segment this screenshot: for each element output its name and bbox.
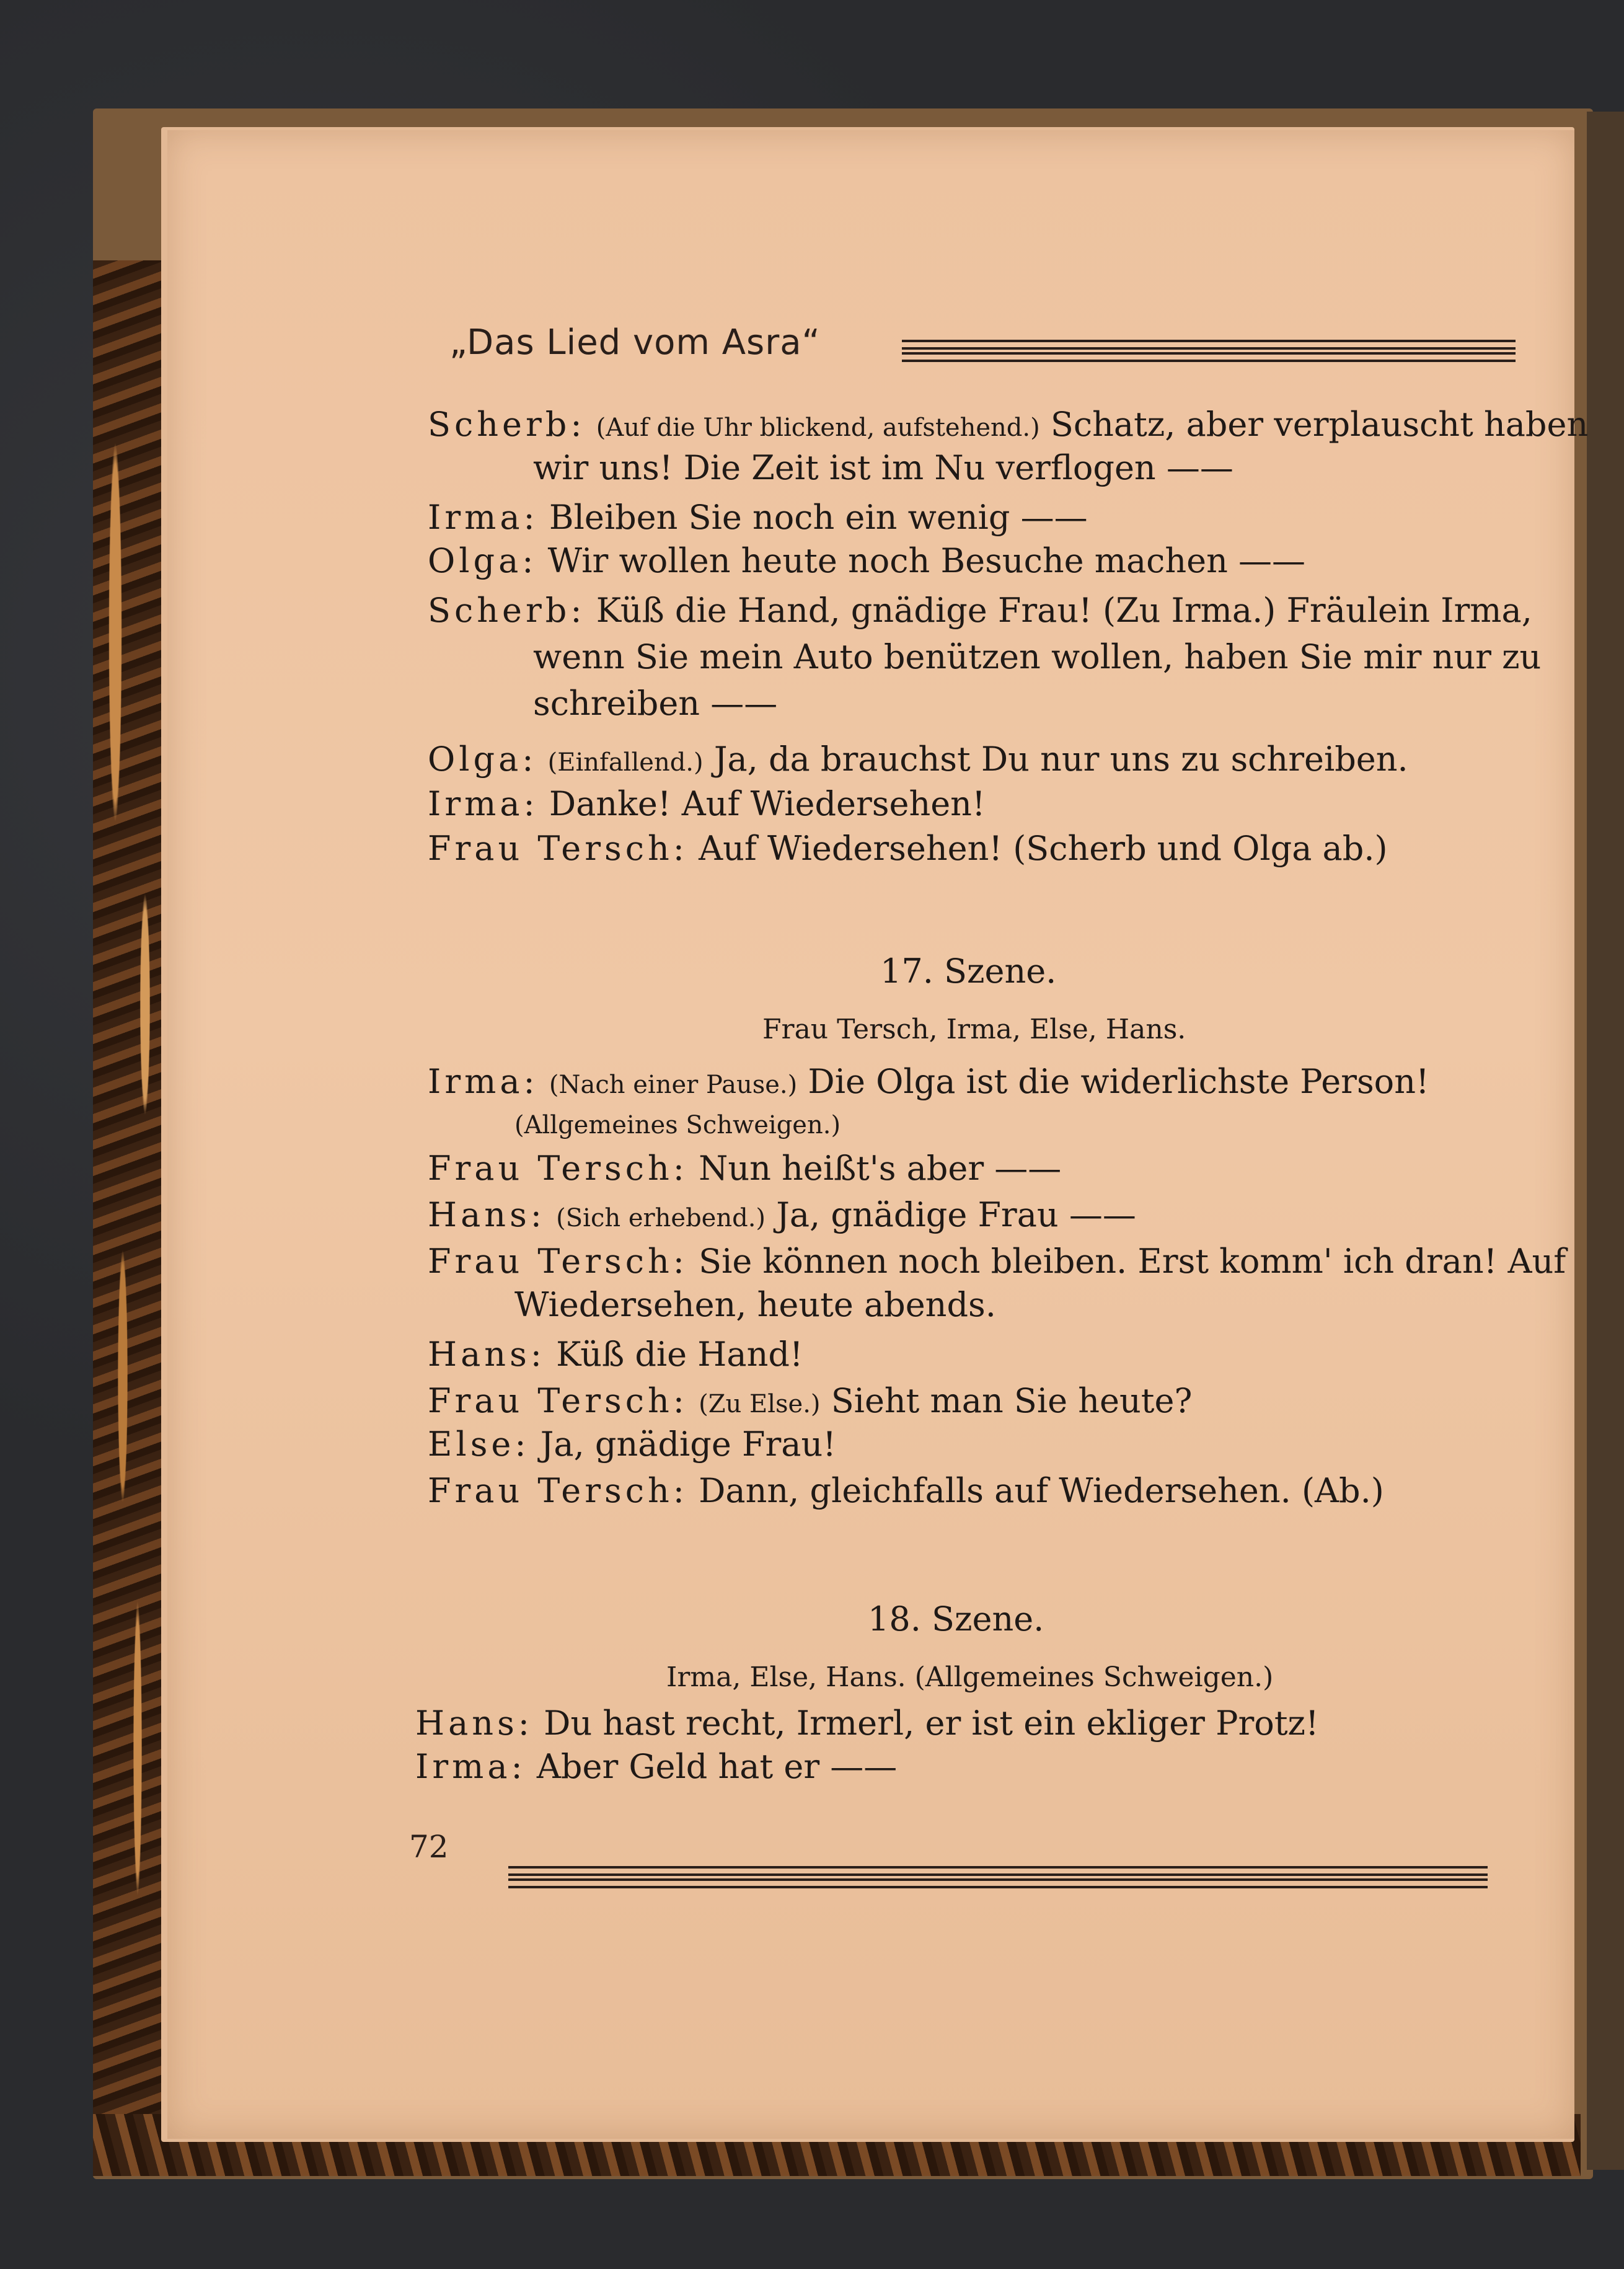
speaker-name: Hans: bbox=[428, 1195, 545, 1234]
line-text: Sieht man Sie heute? bbox=[831, 1381, 1193, 1420]
dialogue-line bbox=[428, 1379, 1192, 1426]
dialogue-line bbox=[533, 682, 777, 725]
dialogue-line bbox=[428, 496, 1088, 539]
speaker-name: Irma: bbox=[428, 1062, 539, 1101]
line-text: Schatz, aber verplauscht haben bbox=[1050, 405, 1589, 444]
dialogue-line bbox=[428, 1060, 1429, 1107]
line-text: Küß die Hand! bbox=[556, 1335, 803, 1374]
line-text: Ja, da brauchst Du nur uns zu schreiben. bbox=[713, 740, 1408, 779]
speaker-name: Olga: bbox=[428, 740, 537, 779]
line-text: wir uns! Die Zeit ist im Nu verflogen —— bbox=[533, 448, 1233, 487]
speaker-name: Olga: bbox=[428, 541, 537, 580]
stage-direction: (Nach einer Pause.) bbox=[549, 1071, 798, 1099]
line-text: Auf Wiedersehen! (Scherb und Olga ab.) bbox=[699, 829, 1388, 868]
page-number: 72 bbox=[409, 1829, 449, 1865]
stage-direction: (Zu Else.) bbox=[699, 1390, 821, 1418]
line-text: Aber Geld hat er —— bbox=[536, 1747, 898, 1786]
line-text: Du hast recht, Irmerl, er ist ein ekliger Protz! bbox=[544, 1704, 1319, 1743]
line-text: Ja, gnädige Frau! bbox=[540, 1425, 836, 1464]
scene-17-cast: Frau Tersch, Irma, Else, Hans. bbox=[762, 1014, 1186, 1045]
dialogue-line bbox=[428, 1423, 836, 1466]
dialogue-line bbox=[415, 1702, 1319, 1745]
dialogue-line bbox=[428, 1193, 1136, 1240]
line-text: schreiben —— bbox=[533, 684, 778, 723]
stage-direction: (Auf die Uhr blickend, aufstehend.) bbox=[596, 414, 1040, 442]
dialogue-line bbox=[428, 827, 1388, 870]
scene-18-cast: Irma, Else, Hans. (Allgemeines Schweigen.) bbox=[666, 1661, 1274, 1693]
dialogue-line bbox=[428, 589, 1532, 632]
speaker-name: Hans: bbox=[428, 1335, 545, 1374]
dialogue-line bbox=[514, 1283, 996, 1327]
footer-rule bbox=[508, 1866, 1488, 1888]
dialogue-line bbox=[533, 635, 1541, 679]
speaker-name: Irma: bbox=[428, 498, 539, 537]
speaker-name: Frau Tersch: bbox=[428, 829, 688, 868]
line-text: Nun heißt's aber —— bbox=[699, 1149, 1062, 1188]
line-text: Wiedersehen, heute abends. bbox=[514, 1285, 996, 1324]
line-text: Sie können noch bleiben. Erst komm' ich dran! Auf bbox=[699, 1242, 1566, 1281]
stage-direction: (Einfallend.) bbox=[547, 748, 704, 777]
speaker-name: Frau Tersch: bbox=[428, 1471, 688, 1510]
stage-direction: (Allgemeines Schweigen.) bbox=[514, 1111, 841, 1139]
line-text: Die Olga ist die widerlichste Person! bbox=[808, 1062, 1429, 1101]
dialogue-line bbox=[428, 738, 1408, 784]
running-header: „Das Lied vom Asra“ bbox=[449, 322, 821, 363]
dialogue-line bbox=[428, 1333, 803, 1376]
dialogue-line bbox=[428, 1240, 1566, 1283]
stage-direction: (Sich erhebend.) bbox=[556, 1204, 766, 1232]
scene-18-title: 18. Szene. bbox=[868, 1599, 1044, 1639]
scene-17-title: 17. Szene. bbox=[880, 952, 1057, 991]
speaker-name: Scherb: bbox=[428, 405, 586, 444]
speaker-name: Frau Tersch: bbox=[428, 1149, 688, 1188]
speaker-name: Frau Tersch: bbox=[428, 1381, 688, 1420]
header-rule bbox=[902, 340, 1516, 362]
dialogue-line bbox=[514, 1100, 841, 1147]
line-text: Bleiben Sie noch ein wenig —— bbox=[549, 498, 1088, 537]
dialogue-line bbox=[428, 403, 1588, 449]
dialogue-line bbox=[428, 1147, 1061, 1190]
line-text: wenn Sie mein Auto benützen wollen, haben Sie mir nur zu bbox=[533, 637, 1542, 676]
line-text: Danke! Auf Wiedersehen! bbox=[549, 784, 986, 823]
book-spine-right bbox=[1587, 112, 1624, 2170]
speaker-name: Irma: bbox=[428, 784, 539, 823]
dialogue-line bbox=[415, 1745, 897, 1789]
speaker-name: Else: bbox=[428, 1425, 530, 1464]
marbled-edge-left bbox=[93, 260, 167, 2120]
speaker-name: Scherb: bbox=[428, 591, 586, 630]
speaker-name: Frau Tersch: bbox=[428, 1242, 688, 1281]
speaker-name: Hans: bbox=[415, 1704, 533, 1743]
speaker-name: Irma: bbox=[415, 1747, 526, 1786]
line-text: Küß die Hand, gnädige Frau! (Zu Irma.) Fräulein Irma, bbox=[596, 591, 1532, 630]
dialogue-line bbox=[428, 782, 986, 826]
line-text: Ja, gnädige Frau —— bbox=[776, 1195, 1136, 1234]
dialogue-line bbox=[533, 446, 1233, 490]
line-text: Wir wollen heute noch Besuche machen —— bbox=[547, 541, 1306, 580]
dialogue-line bbox=[428, 539, 1305, 583]
dialogue-line bbox=[428, 1469, 1384, 1513]
line-text: Dann, gleichfalls auf Wiedersehen. (Ab.) bbox=[699, 1471, 1384, 1510]
